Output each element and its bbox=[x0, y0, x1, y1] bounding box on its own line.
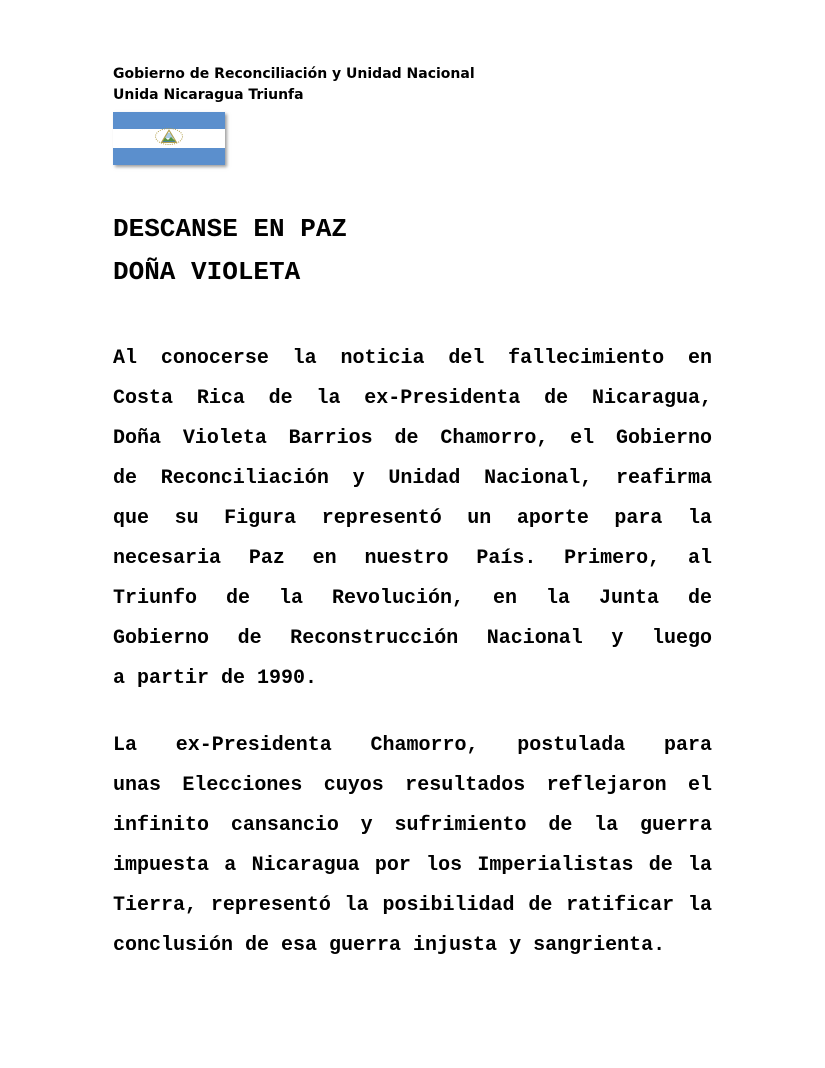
paragraph-line: infinito cansancio y sufrimiento de la guerra bbox=[113, 814, 712, 837]
paragraph-line: que su Figura representó un aporte para la bbox=[113, 507, 712, 530]
paragraph-1 bbox=[113, 339, 712, 699]
paragraph-line: conclusión de esa guerra injusta y sangrienta. bbox=[113, 934, 666, 957]
title-line-2: DOÑA VIOLETA bbox=[113, 257, 301, 287]
paragraph-line: unas Elecciones cuyos resultados reflejaron el bbox=[113, 774, 712, 797]
paragraph-line: necesaria Paz en nuestro País. Primero, al bbox=[113, 547, 712, 570]
paragraph-line: Triunfo de la Revolución, en la Junta de bbox=[113, 587, 712, 610]
paragraph-2 bbox=[113, 726, 712, 966]
paragraph-line: La ex-Presidenta Chamorro, postulada para bbox=[113, 734, 712, 757]
title-line-1: DESCANSE EN PAZ bbox=[113, 214, 348, 244]
flag-blue-stripe-bottom bbox=[113, 148, 225, 165]
nicaragua-coat-of-arms-icon bbox=[152, 127, 186, 151]
paragraph-line: Costa Rica de la ex-Presidenta de Nicaragua, bbox=[113, 387, 712, 410]
paragraph-line: Al conocerse la noticia del fallecimiento en bbox=[113, 347, 712, 370]
letterhead-motto-line: Unida Nicaragua Triunfa bbox=[113, 87, 304, 103]
document-title bbox=[113, 208, 712, 294]
flag-white-stripe bbox=[113, 129, 225, 148]
paragraph-line: Gobierno de Reconstrucción Nacional y luego bbox=[113, 627, 712, 650]
nicaragua-flag bbox=[113, 112, 225, 165]
paragraph-line: Doña Violeta Barrios de Chamorro, el Gobierno bbox=[113, 427, 712, 450]
paragraph-line: Tierra, representó la posibilidad de ratificar la bbox=[113, 894, 712, 917]
paragraph-line: impuesta a Nicaragua por los Imperialistas de la bbox=[113, 854, 712, 877]
paragraph-line: de Reconciliación y Unidad Nacional, reafirma bbox=[113, 467, 712, 490]
paragraph-line: a partir de 1990. bbox=[113, 667, 318, 690]
letterhead bbox=[113, 64, 712, 106]
letterhead-org-line: Gobierno de Reconciliación y Unidad Nacional bbox=[113, 66, 475, 82]
